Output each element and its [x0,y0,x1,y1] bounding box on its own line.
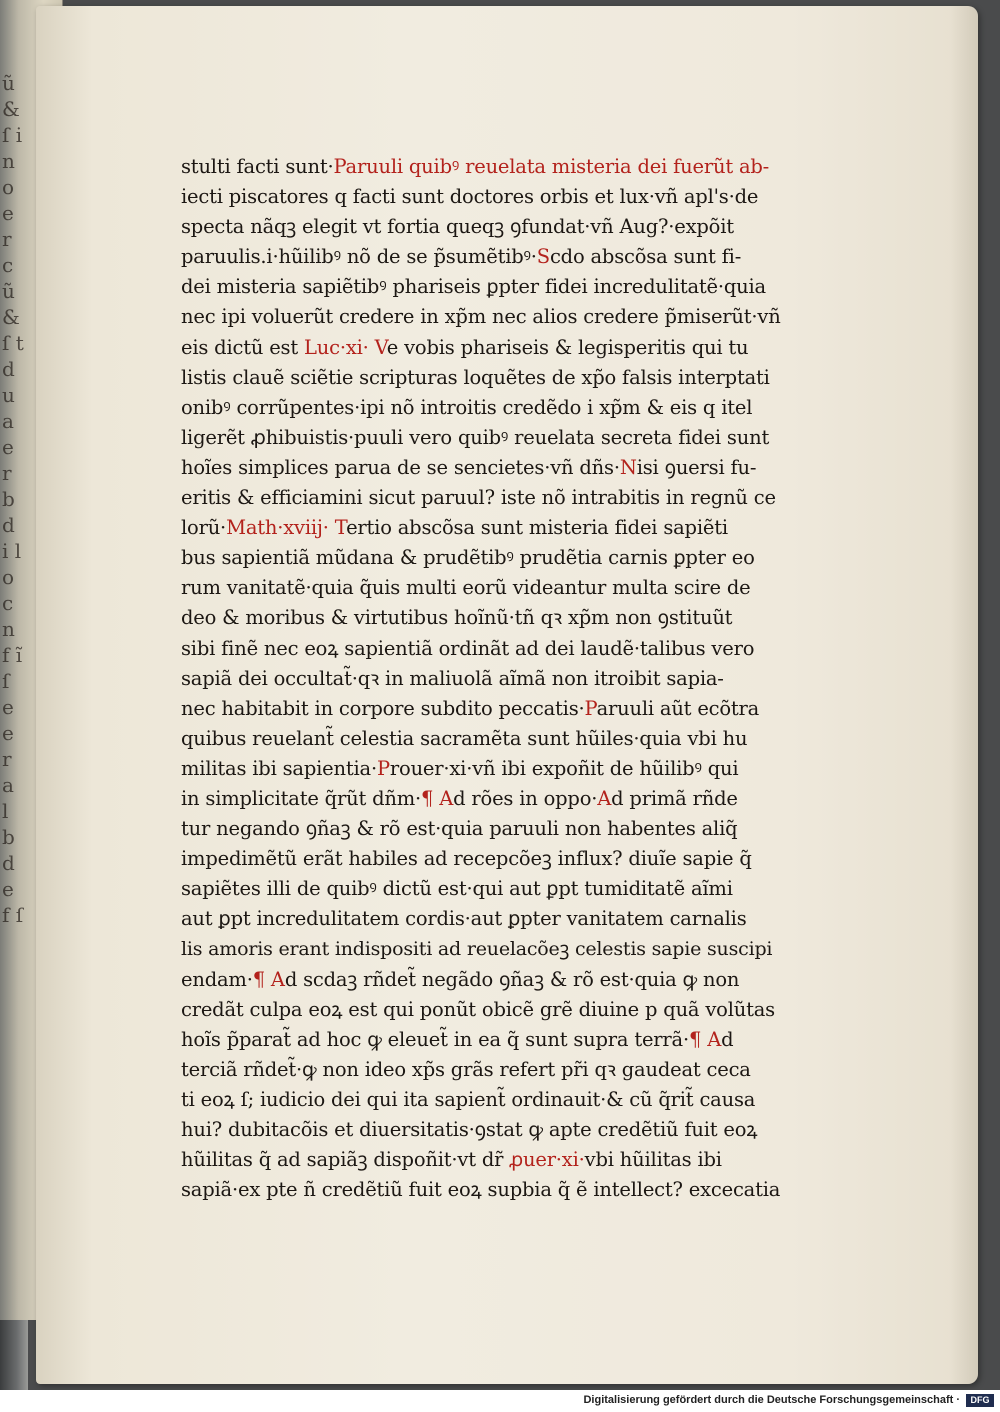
text-line: listis clauẽ sciẽtie scripturas loquẽtes de xp̃o falsis interptati [181,365,770,389]
rubricated-initial: Paruuli quibꝰ reuelata misteria dei fuerũt ab- [333,155,770,178]
rubricated-citation: Luc·xi· [304,335,369,359]
text-line: nec ipi voluerũt credere in xp̃m nec alios credere p̃miserũt·vñ [181,305,781,329]
rubricated-initial: P [376,756,390,780]
text-line: aut ꝑpt incredulitatem cordis·aut ꝑpter vanitatem carnalis [181,907,747,931]
text-line: hoĩes simplices parua de se sencietes·vñ dñs·Nisi ꝯuersi fu- [181,455,757,479]
rubricated-initial: A [439,786,454,810]
text-line: iecti piscatores q facti sunt doctores orbis et lux·vñ apl's·de [181,185,759,209]
text-line: terciã rñdet̃·ꝙ non ideo xp̃s grãs refert pr̃i qꝛ gaudeat ceca [181,1057,751,1081]
text-line: ti eoꝝ ſ; iudicio dei qui ita sapient̃ ordinauit·& cũ q̃rit̃ causa [181,1087,756,1111]
text-line: eis dictũ est Luc·xi· Ve vobis phariseis & legisperitis qui tu [181,335,749,359]
text-line: sapiẽtes illi de quibꝰ dictũ est·qui aut ꝑpt tumiditatẽ aĩmi [181,877,733,901]
text-line: stulti facti sunt·Paruuli quibꝰ reuelata misteria dei fuerũt ab- [181,155,770,178]
text-line: lis amoris erant indispositi ad reuelacõeꝫ celestis sapie suscipi [181,938,773,961]
text-line: eritis & efficiamini sicut paruul? iste nõ intrabitis in regnũ ce [181,486,776,510]
paragraph-mark: ¶ [252,967,265,991]
facing-page-text-fragment: ũ & ſ i n o e r c ũ & ſ t d u a e r b d i l o c n f ĩ ſ e e r a l b d e f ſ [2,71,24,927]
text-line: hui? dubitacõis et diuersitatis·ꝯstat ꝙ apte credẽtiũ fuit eoꝝ [181,1118,758,1141]
rubricated-initial: N [619,455,637,479]
text-line: militas ibi sapientia·Prouer·xi·vñ ibi expoñit de hũilibꝰ qui [181,756,739,780]
text-line: sibi finẽ nec eoꝝ sapientiã ordinãt ad dei laudẽ·talibus vero [181,636,755,660]
text-line: endam·¶ Ad scdaꝫ rñdet̃ negãdo ꝯñaꝫ & rõ est·quia ꝙ non [181,967,740,991]
rubricated-initial: A [707,1027,722,1051]
rubricated-initial: T [334,516,347,540]
text-line: ligerẽt ꝓhibuistis·puuli vero quibꝰ reuelata secreta fidei sunt [181,425,770,449]
text-line: lorũ·Math·xviij· Tertio abscõsa sunt misteria fidei sapiẽti [181,516,728,540]
dfg-logo: DFG [966,1394,994,1407]
text-column [181,152,781,1205]
rubricated-initial: A [270,967,285,991]
paragraph-mark: ¶ [688,1027,702,1051]
text-line: rum vanitatẽ·quia q̃uis multi eorũ videantur multa scire de [181,576,751,600]
rubricated-citation: Math·xviij· [226,516,329,540]
text-line: impedimẽtũ erãt habiles ad recepcõeꝫ influx? diuĩe sapie q̃ [181,847,752,871]
rubricated-citation: ꝓuer·xi· [509,1148,585,1172]
paragraph-mark: ¶ [421,786,434,810]
text-line: in simplicitate q̃rũt dñm·¶ Ad rões in oppo·Ad primã rñde [181,786,738,810]
text-line: hũilitas q̃ ad sapiãꝫ dispoñit·vt dr̃ ꝓuer·xi·vbi hũilitas ibi [181,1148,722,1172]
recto-page [36,6,978,1384]
rubricated-initial: V [374,335,387,359]
text-line: sapiã·ex pte ñ credẽtiũ fuit eoꝝ supbia q̃ ẽ intellect? excecatia [181,1178,781,1202]
text-line: bus sapientiã mũdana & prudẽtibꝰ prudẽtia carnis ꝑpter eo [181,546,755,570]
text-line: deo & moribus & virtutibus hoĩnũ·tñ qꝛ xp̃m non ꝯstituũt [181,606,733,630]
text-line: quibus reuelant̃ celestia sacramẽta sunt hũiles·quia vbi hu [181,726,748,750]
text-line: dei misteria sapiẽtibꝰ phariseis ꝑpter fidei incredulitatẽ·quia [181,275,766,299]
text-line: onibꝰ corrũpentes·ipi nõ introitis credẽdo i xp̃m & eis q itel [181,395,753,419]
rubricated-initial: P [584,696,597,720]
text-line: tur negando ꝯñaꝫ & rõ est·quia paruuli non habentes aliq̃ [181,817,738,841]
rubricated-initial: S [536,245,550,269]
funding-credit: Digitalisierung gefördert durch die Deutsche Forschungsgemeinschaft · [583,1394,960,1406]
text-line: paruulis.i·hũilibꝰ nõ de se p̃sumẽtibꝰ·Scdo abscõsa sunt fi- [181,245,742,269]
rubricated-initial: A [597,786,612,810]
digitization-footer [0,1390,1000,1412]
text-line: sapiã dei occultat̃·qꝛ in maliuolã aĩmã non itroibit sapia- [181,666,724,690]
text-line: nec habitabit in corpore subdito peccatis·Paruuli aũt ecõtra [181,696,760,720]
page-fore-edge [950,6,978,1384]
text-line: hoĩs p̃parat̃ ad hoc ꝙ eleuet̃ in ea q̃ sunt supra terrã·¶ Ad [181,1027,734,1051]
text-line: specta nãqꝫ elegit vt fortia queqꝫ ꝯfundat·vñ Aug?·expõit [181,215,734,239]
text-line: credãt culpa eoꝝ est qui ponũt obicẽ grẽ diuine p quã volũtas [181,997,775,1021]
